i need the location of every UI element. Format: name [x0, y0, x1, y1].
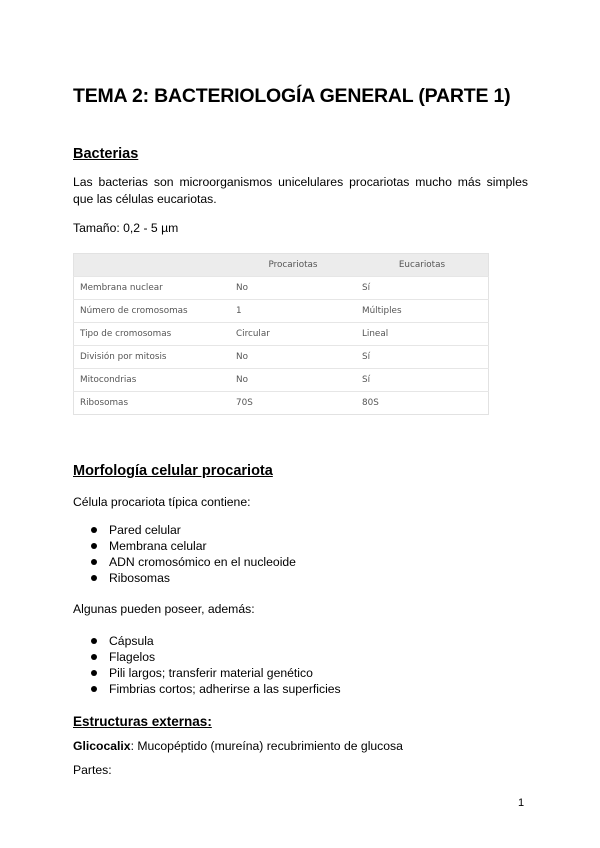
list-item [91, 649, 341, 665]
table-cell: Sí [356, 369, 489, 392]
bacterias-size-text: Tamaño: 0,2 - 5 µm [73, 221, 179, 235]
typical-cell-intro: Célula procariota típica contiene: [73, 495, 251, 509]
table-cell: Sí [356, 346, 489, 369]
section-heading-estructuras: Estructuras externas: [73, 714, 212, 729]
bullet-icon [91, 670, 97, 676]
section-heading-morfologia: Morfología celular procariota [73, 463, 273, 479]
table-cell: Tipo de cromosomas [74, 323, 231, 346]
table-header-cell [74, 254, 231, 277]
table-cell: Sí [356, 277, 489, 300]
bullet-icon [91, 559, 97, 565]
list-item-text: Flagelos [109, 650, 156, 664]
list-item-text: Ribosomas [109, 571, 170, 585]
list-item [91, 570, 296, 586]
table-header-row [74, 254, 489, 277]
table-row [74, 392, 489, 415]
page-title: TEMA 2: BACTERIOLOGÍA GENERAL (PARTE 1) [73, 85, 511, 107]
optional-structures-list [91, 633, 341, 697]
bullet-icon [91, 638, 97, 644]
list-item-text: Cápsula [109, 634, 154, 648]
list-item-text: ADN cromosómico en el nucleoide [109, 555, 296, 569]
table-cell: Ribosomas [74, 392, 231, 415]
list-item [91, 538, 296, 554]
bullet-icon [91, 686, 97, 692]
table-cell: Mitocondrias [74, 369, 231, 392]
list-item-text: Pili largos; transferir material genético [109, 666, 313, 680]
table-cell: 1 [230, 300, 356, 323]
table-cell: Circular [230, 323, 356, 346]
glicocalix-definition [73, 738, 528, 755]
table-row [74, 369, 489, 392]
bullet-icon [91, 527, 97, 533]
list-item [91, 681, 341, 697]
list-item-text: Pared celular [109, 523, 181, 537]
glicocalix-description: : Mucopéptido (mureína) recubrimiento de glucosa [130, 739, 403, 753]
table-cell: División por mitosis [74, 346, 231, 369]
glicocalix-term: Glicocalix [73, 739, 131, 753]
table-cell: 70S [230, 392, 356, 415]
list-item-text: Membrana celular [109, 539, 207, 553]
table-row [74, 277, 489, 300]
list-item [91, 633, 341, 649]
list-item [91, 665, 341, 681]
table-cell: Múltiples [356, 300, 489, 323]
table-row [74, 300, 489, 323]
bacterias-intro-paragraph: Las bacterias son microorganismos unicelulares procariotas mucho más simples que las células eucariotas. [73, 175, 528, 206]
table-cell: No [230, 369, 356, 392]
bullet-icon [91, 654, 97, 660]
table-header-cell: Eucariotas [356, 254, 489, 277]
prokaryote-eukaryote-table [73, 253, 489, 415]
table-cell: No [230, 346, 356, 369]
bullet-icon [91, 575, 97, 581]
table-cell: Membrana nuclear [74, 277, 231, 300]
list-item-text: Fimbrias cortos; adherirse a las superficies [109, 682, 341, 696]
optional-structures-intro: Algunas pueden poseer, además: [73, 602, 255, 616]
typical-components-list [91, 522, 296, 586]
list-item [91, 554, 296, 570]
table-cell: Número de cromosomas [74, 300, 231, 323]
table-row [74, 346, 489, 369]
bullet-icon [91, 543, 97, 549]
table-cell: No [230, 277, 356, 300]
table-cell: Lineal [356, 323, 489, 346]
table-row [74, 323, 489, 346]
list-item [91, 522, 296, 538]
table-cell: 80S [356, 392, 489, 415]
partes-label: Partes: [73, 763, 112, 777]
table-header-cell: Procariotas [230, 254, 356, 277]
section-heading-bacterias: Bacterias [73, 146, 139, 162]
page-number: 1 [518, 797, 525, 809]
